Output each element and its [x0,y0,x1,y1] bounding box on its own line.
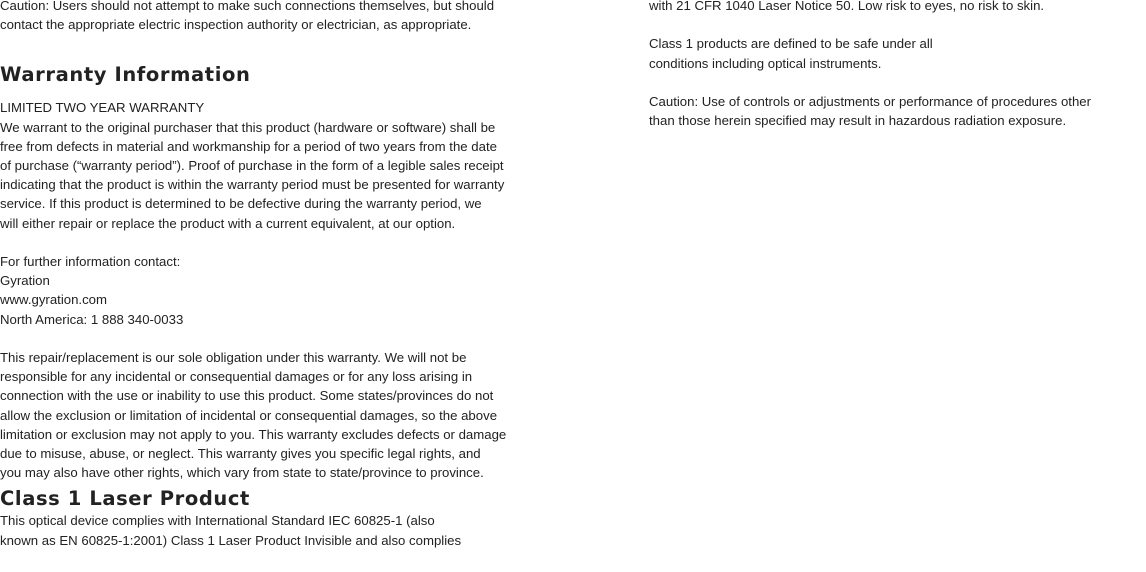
laser-notice-paragraph [649,0,1146,15]
text-line: of purchase (“warranty period”). Proof of purchase in the form of a legible sales receipt [0,158,504,174]
laser-heading: Class 1 Laser Product [0,487,250,511]
text-line: responsible for any incidental or consequential damages or for any loss arising in [0,369,473,385]
text-line: Caution: Users should not attempt to make such connections themselves, but should [0,0,495,13]
text-line: will either repair or replace the product with a current equivalent, at our option. [0,215,456,231]
left-column [0,0,580,550]
text-line: contact the appropriate electric inspection authority or electrician, as appropriate. [0,17,472,33]
caution-paragraph [0,0,580,34]
text-line: For further information contact: [0,254,181,270]
class1-paragraph [649,34,1146,72]
text-line: connection with the use or inability to use this product. Some states/provinces do not [0,388,494,404]
company-name: Gyration [0,273,50,289]
warranty-paragraph [0,98,580,232]
text-line: This optical device complies with International Standard IEC 60825-1 (also [0,513,435,529]
text-line: known as EN 60825-1:2001) Class 1 Laser Product Invisible and also complies [0,532,462,548]
text-line: free from defects in material and workmanship for a period of two years from the date [0,138,497,154]
text-line: with 21 CFR 1040 Laser Notice 50. Low risk to eyes, no risk to skin. [649,0,1045,13]
text-line: allow the exclusion or limitation of incidental or consequential damages, so the above [0,407,498,423]
warranty-heading: Warranty Information [0,63,251,87]
radiation-caution-paragraph [649,92,1146,130]
repair-paragraph [0,348,580,482]
text-line: than those herein specified may result in hazardous radiation exposure. [649,113,1067,129]
text-line: Caution: Use of controls or adjustments or performance of procedures other [649,93,1092,109]
phone-number: North America: 1 888 340-0033 [0,311,184,327]
website-link: www.gyration.com [0,292,107,308]
text-line: you may also have other rights, which vary from state to state/province to province. [0,465,484,481]
right-column [649,0,1146,130]
text-line: Class 1 products are defined to be safe under all [649,36,933,52]
text-line: indicating that the product is within the warranty period must be presented for warranty [0,177,505,193]
text-line: LIMITED TWO YEAR WARRANTY [0,100,205,116]
text-line: We warrant to the original purchaser that this product (hardware or software) shall be [0,119,496,135]
text-line: conditions including optical instruments. [649,55,882,71]
text-line: service. If this product is determined to be defective during the warranty period, we [0,196,482,212]
text-line: limitation or exclusion may not apply to you. This warranty excludes defects or damage [0,426,507,442]
text-line: This repair/replacement is our sole obligation under this warranty. We will not be [0,350,467,366]
contact-paragraph [0,252,580,329]
laser-paragraph [0,511,580,549]
text-line: due to misuse, abuse, or neglect. This warranty gives you specific legal rights, and [0,446,481,462]
